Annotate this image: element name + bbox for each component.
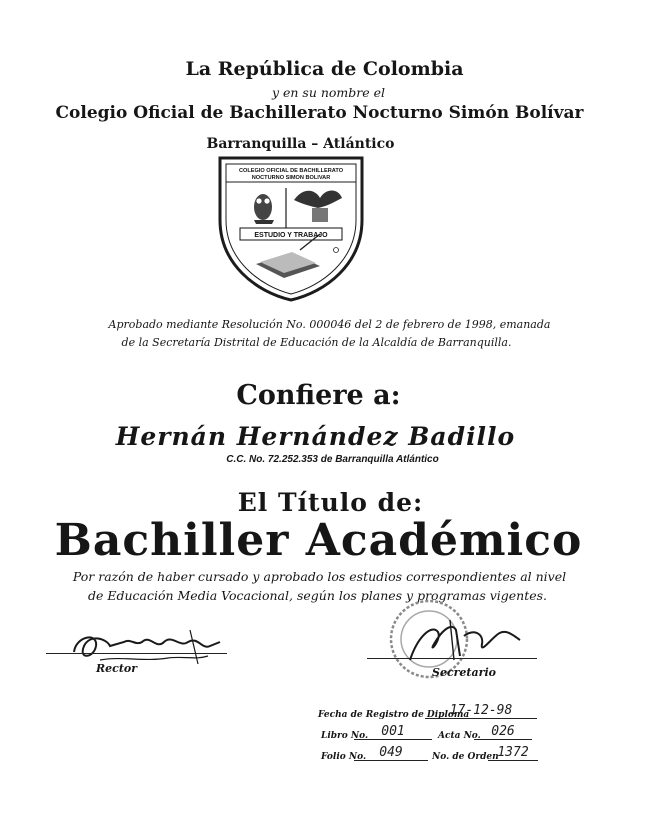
secretario-signature-line [367,658,537,659]
recipient-name: Hernán Hernández Badillo [115,422,516,451]
orden-value: 1372 [488,745,538,761]
folio-label: Folio No. [321,752,367,762]
acta-value: 026 [474,724,532,740]
libro-label: Libro No. [321,731,369,741]
folio-value: 049 [354,745,428,761]
shield-ribbon: ESTUDIO Y TRABAJO [254,232,328,239]
razon-line-1: Por razón de haber cursado y aprobado los estudios correspondientes al nivel [72,569,567,584]
cedula-text: C.C. No. 72.252.353 de Barranquilla Atlántico [226,454,439,465]
secretario-label: Secretario [432,666,496,679]
fecha-registro-label: Fecha de Registro de Diploma [318,710,470,720]
school-shield [216,152,366,302]
en-su-nombre-text: y en su nombre el [271,85,386,100]
rector-label: Rector [96,662,138,675]
owl-icon [254,194,274,224]
ciudad-text: Barranquilla – Atlántico [206,136,395,152]
resolucion-line-1: Aprobado mediante Resolución No. 000046 del 2 de febrero de 1998, emanada [108,318,551,331]
shield-top-text-1: COLEGIO OFICIAL DE BACHILLERATO [238,168,344,174]
razon-line-2: de Educación Media Vocacional, según los planes y programas vigentes. [87,588,548,603]
fecha-registro-value: 17-12-98 [425,703,537,719]
el-titulo-heading: El Título de: [237,488,424,517]
rector-signature-line [46,653,227,654]
libro-value: 001 [354,724,432,740]
shield-top-text-2: NOCTURNO SIMON BOLIVAR [251,175,331,181]
republica-heading: La República de Colombia [185,58,464,80]
acta-label: Acta No. [438,731,481,741]
confiere-heading: Confiere a: [236,380,401,411]
rector-signature [40,616,240,678]
resolucion-line-2: de la Secretaría Distrital de Educación de la Alcaldía de Barranquilla. [121,336,512,349]
orden-label: No. de Orden [432,752,499,762]
eagle-icon [294,191,342,223]
degree-title: Bachiller Académico [54,515,583,566]
colegio-name: Colegio Oficial de Bachillerato Nocturno Simón Bolívar [55,103,584,123]
book-and-pen-icon [256,234,320,278]
